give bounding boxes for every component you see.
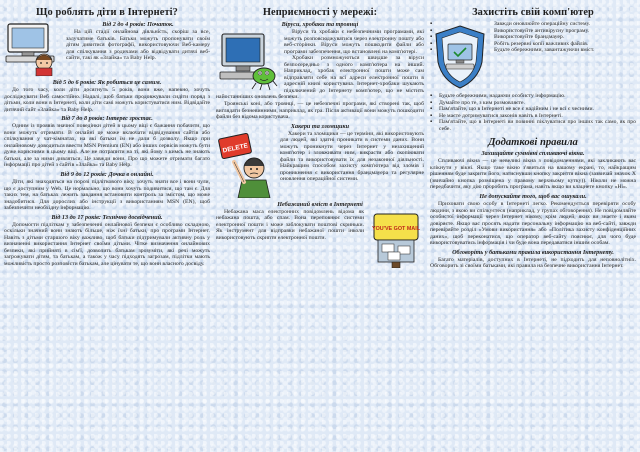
section-heading: Від 2 до 4 років: Початок. — [102, 21, 174, 28]
rule-parents — [430, 249, 636, 270]
section-heading: Хакери та зломщики — [290, 122, 350, 130]
section-text: Троянські коні, або троянці, — це небезпечні програми, які створені так, щоб виглядати безневинними, наприклад, як гра. Після активації вони можуть пошкодити файли без відома користувача. — [216, 101, 424, 121]
list-item: ▪ Будьте обережними, завантажуючи вміст. — [430, 47, 636, 54]
section-age-5-6 — [4, 79, 210, 113]
column-title: Захистіть свій комп'ютер — [472, 7, 594, 18]
list-item: ▪ Завжди оновлюйте операційну систему. — [430, 21, 636, 28]
section-heading: Від 13 до 17 років: Технічно досвідчений. — [51, 213, 163, 221]
section-text: Діти, які знаходяться на порозі підліткового віку, хочуть знати все і вони чули, що є доступним у Web. Це нормально, що вони хочуть подивитися, що там є. Для таких тем, на батьках лежить завдання встановити контроль за змістом, що може знадобитися. Для дорослих або інструкції з використанням MSN (EN), щоб забезпечити необхідну інформацію. — [4, 179, 210, 212]
column-title: Що роблять діти в Інтернеті? — [36, 7, 178, 18]
column-title: Неприємності у мережі: — [262, 7, 378, 18]
computer-with-bug-illustration — [216, 30, 280, 92]
section-hackers — [216, 123, 424, 199]
list-item: ▪ Робіть резервні копії важливих файлів. — [430, 41, 636, 48]
hacker-pressing-delete-illustration — [216, 132, 276, 198]
section-text: Одним із проявів значної поведінки дітей в цьому віці є бажання побачити, що вони можуть отримати. В онлайні це може включати відвідування сайтів або спілкування у чат-кімнатах, на які батьки їм не дали б дозволу. Якщо при онлайновому доводиться ввести MSN Premium (EN) або інших сервісів можуть бути дуже корисними в цьому віці. Але не потрапити на ті, які йому з кимсь не знають батьки, але за ними дивляться. Це завжди вони. Про що можете отримати багато інформації про дітей з сайтів «Злайка» та Baby Help. — [4, 123, 210, 169]
section-text: До того часу, коли діти досягнуть 5 років, вони вже, напевно, хочуть досліджувати Веб самостійно. Надалі, щоб батьки продовжували сидіти поряд з дітьми, коли вони в Інтернеті, коли діти самі можуть користуватися ним. Відвідайте дитячий сайт «Злайка» та Baby Help. — [4, 87, 210, 113]
section-heading: Від 7 до 8 років: Інтерес зростає. — [61, 115, 153, 123]
delete-key-label: DELETE — [222, 142, 249, 155]
list-item: ▪ Пам'ятайте, що в Інтернеті не все є надійним і не всі є чесними. — [430, 106, 636, 113]
mail-sign-label: YOU'VE GOT MAIL — [371, 225, 421, 232]
extra-rules-title: Додаткові правила — [488, 137, 578, 149]
section-text: На цій стадії онлайнова діяльність, скоріш за все, залучатиме батьків. Батьки можуть пропонувати своїм дітям дивитися фотографії, використовуючи Веб-камеру для спілкування з родичами або відвідувати дитячі веб-сайти, такі як «Злайка» та Baby Help. — [66, 29, 210, 62]
rule-identity — [430, 193, 636, 247]
section-text: Небажана маса електронних повідомлень відома як небажана пошта, або спам. Вона переповнює системи електронної пошти і може заблокувати поштові скриньки. Як інструмент для відправки небажаної пошти інколи використовують скрипти електронної пошти. — [216, 208, 364, 241]
safety-behavior-list — [430, 93, 636, 132]
rule-popups — [430, 150, 636, 191]
section-viruses — [216, 21, 424, 121]
section-text: Приховати свою особу в Інтернеті легко. Рекомендується перевіряти особу людини, з якою ви спілкуєтеся (наприклад, у групах обговорення). Не повідомляйте особистої інформації через Інтернет нікому, крім людей, яких ви знаєте і яким довіряєте. Якщо вас просять надати персональну інформацію на веб-сайті, завжди перевіряйте розділ «Умови використання» або «Політика захисту конфіденційних даних», щоб переконатися, що оператор веб-сайту пояснює, для чого буде використовуватись інформація і чи буде вона передаватися іншим особам. — [430, 201, 636, 247]
list-item: ▪ Думайте про те, з ким розмовляєте. — [430, 100, 636, 107]
section-age-7-8 — [4, 115, 210, 169]
section-heading: Від 5 до 6 років: Як робиться це самим. — [52, 79, 162, 86]
kid-at-computer-illustration — [4, 22, 62, 76]
list-item: ▪ Використовуйте антивірусну програму. — [430, 28, 636, 35]
column-protect-computer — [430, 0, 636, 452]
section-age-9-12 — [4, 171, 210, 212]
section-text: Багато матеріалів, доступних в Інтернеті, не підходить для неповнолітніх. Обговорить зі своїми батьками, які правила на безпечне використання Інтернет. — [430, 256, 636, 270]
section-text: Хробаки розмножуються швидше за віруси безпосередньо з одного комп'ютера на інший. Наприклад, хробак електронної пошти може сам відправляти себе на всі адреси електронної пошти в адресній книзі користувача. Інтернет-хробаки шукають підключений до Інтернету комп'ютер, що не містить найостанніших оновлень безпеки. — [216, 55, 424, 101]
protection-tips-list — [430, 21, 636, 54]
section-text: Віруси та хробаки є небезпечними програмами, які можуть розповсюджуватися через електронну пошту або веб-сторінки. Віруси можуть пошкодити файли або програми забезпечення, що встановлені на комп'ютері. — [284, 29, 424, 55]
section-heading: Небажаний вміст в Інтернеті — [277, 200, 363, 208]
list-item: ▪ Будьте обережними, надаючи особисту інформацію. — [430, 93, 636, 100]
list-item: ▪ Не маєте дотримуватися законів навіть в Інтернеті. — [430, 113, 636, 120]
section-heading: Не допускайте того, щоб вас ошукали. — [479, 193, 587, 201]
section-age-13-17 — [4, 214, 210, 268]
section-heading: Обговоріть у батьками правила використання Інтернету. — [452, 248, 614, 256]
protection-tips — [430, 21, 636, 93]
section-unwanted-content — [216, 201, 424, 269]
list-item: ▪ Пам'ятайте, що в Інтернеті ви повинні піклуватися про інших так само, як про себе. — [430, 119, 636, 132]
section-text: Хакери та зломщики — це терміни, які використовують для людей, які здатні проникати в системи даних. Вони можуть проникнути через Інтернет у незахищений комп'ютер і зловживати ним, викрасти або скопіювати файли та використовувати їх для незаконної діяльності. Найкращим способом захисту комп'ютера від зломів і проникнення є використання брандмауера та регулярне оновлення операційної системи. — [280, 130, 424, 183]
list-item: ▪ Використовуйте брандмауер. — [430, 34, 636, 41]
section-text: Спливаючі вікна — це невеликі вікна з повідомленнями, які закликають вас клікнути у вікні. Якщо таке вікно з'явиться на вашому екрані, то, найкращим рішенням буде закрити його, натиснувши кнопку закриття вікна (зазвичай значок Х (звичайно кнопка розміщена у правому верхньому кутку)). Ніколи не можна передбачити, яку дію проробить програма, навіть якщо ви клацнете кнопку «Ні». — [430, 158, 636, 191]
section-heading: Від 9 до 12 років: Дочка в онлайні. — [60, 171, 154, 179]
section-text: Допомогти підліткам у забезпеченні онлайнової безпеки є особливо складною, оскільки значний вони знають більше, ніж їхні батьки, про програми Інтернет. Навіть з дітьми старшого віку важливо, щоб батьки підтримували активну роль у визначенні використання Інтернет своїми дітьми. Чітке визначення онлайнових безпеки, які прийняті в сім'ї, дозволить батькам зрозуміти, які речі можуть загрожувати дітям, та батькам, а також у часу підходять загрозам, підлітки мають можливість просто розповісти батькам, але цінувати те, що вони власного досвіду. — [4, 221, 210, 268]
column-kids-online — [4, 0, 210, 452]
mailbox-spam-illustration — [368, 210, 424, 268]
section-heading: Захищайте сумнівні спливаючі вікна. — [481, 150, 585, 158]
column-internet-troubles — [216, 0, 424, 452]
section-heading: Віруси, хробаки та троянці — [281, 21, 359, 28]
section-age-2-4 — [4, 21, 210, 77]
